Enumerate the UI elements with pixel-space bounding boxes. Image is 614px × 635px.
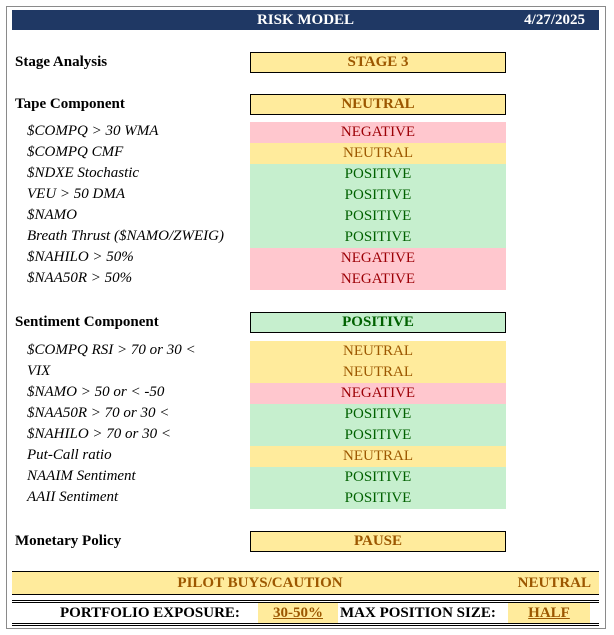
sentiment-indicator-value: POSITIVE [250,467,506,488]
sentiment-indicator-value: NEUTRAL [250,341,506,362]
tape-indicator-name: $NAHILO > 50% [27,249,134,265]
sentiment-indicator-name: $NAA50R > 70 or 30 < [27,405,170,421]
tape-indicator-name: $NAMO [27,207,77,223]
summary-label: PILOT BUYS/CAUTION [177,575,343,591]
tape-indicator-name: $COMPQ > 30 WMA [27,123,159,139]
sentiment-indicator-value: NEGATIVE [250,383,506,404]
tape-indicator-name: Breath Thrust ($NAMO/ZWEIG) [27,228,224,244]
monetary-label: Monetary Policy [15,533,122,549]
sentiment-indicator-value: NEUTRAL [250,446,506,467]
sentiment-indicator-name: $NAMO > 50 or < -50 [27,384,165,400]
exposure-value: 30-50% [258,603,338,623]
sentiment-indicator-name: Put-Call ratio [27,447,112,463]
exposure-row [12,600,599,626]
tape-indicator-value: NEGATIVE [250,269,506,290]
monetary-value: PAUSE [250,531,506,552]
tape-indicator-value: NEUTRAL [250,143,506,164]
sentiment-indicator-name: $COMPQ RSI > 70 or 30 < [27,342,196,358]
tape-label: Tape Component [15,96,125,112]
position-value: HALF [508,603,590,623]
sentiment-value: POSITIVE [250,312,506,333]
title-bar [12,10,599,30]
sentiment-indicator-value: POSITIVE [250,404,506,425]
sentiment-indicator-name: NAAIM Sentiment [27,468,136,484]
tape-indicator-value: NEGATIVE [250,122,506,143]
stage-value: STAGE 3 [250,52,506,73]
sentiment-indicator-value: POSITIVE [250,488,506,509]
sentiment-indicator-value: POSITIVE [250,425,506,446]
exposure-label: PORTFOLIO EXPOSURE: [60,605,240,621]
report-date: 4/27/2025 [524,12,585,28]
tape-indicator-value: POSITIVE [250,185,506,206]
tape-indicator-name: VEU > 50 DMA [27,186,126,202]
tape-indicator-name: $COMPQ CMF [27,144,124,160]
summary-value: NEUTRAL [517,575,591,591]
sentiment-indicator-value: NEUTRAL [250,362,506,383]
tape-indicator-value: POSITIVE [250,164,506,185]
sentiment-indicator-name: $NAHILO > 70 or 30 < [27,426,172,442]
tape-indicator-value: NEGATIVE [250,248,506,269]
position-label: MAX POSITION SIZE: [340,605,496,621]
tape-indicator-value: POSITIVE [250,206,506,227]
tape-indicator-value: POSITIVE [250,227,506,248]
tape-indicator-name: $NDXE Stochastic [27,165,140,181]
report-title: RISK MODEL [256,12,355,28]
tape-indicator-name: $NAA50R > 50% [27,270,133,286]
tape-value: NEUTRAL [250,94,506,115]
stage-label: Stage Analysis [15,54,108,70]
summary-row [12,571,599,595]
sentiment-indicator-name: VIX [27,363,51,379]
sentiment-indicator-name: AAII Sentiment [27,489,119,505]
sentiment-label: Sentiment Component [15,314,159,330]
